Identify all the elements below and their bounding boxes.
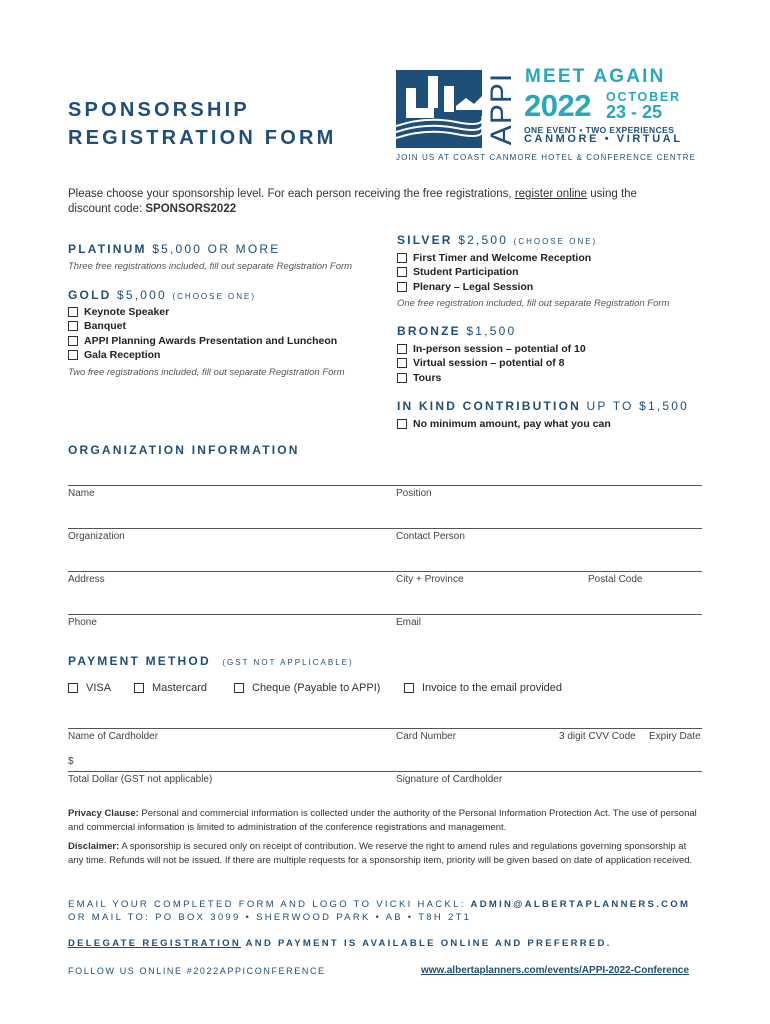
payment-title: PAYMENT METHOD (68, 654, 211, 668)
cardholder-field-label: Name of Cardholder (68, 731, 159, 742)
checkbox[interactable] (68, 350, 78, 360)
silver-options (397, 251, 591, 294)
delegate-rest: AND PAYMENT IS AVAILABLE ONLINE AND PREFERRED. (241, 938, 612, 949)
expiry-field-label: Expiry Date (649, 731, 701, 742)
appi-logo-graphic (396, 70, 496, 148)
option-label: Gala Reception (84, 348, 161, 361)
venue-line: JOIN US AT COAST CANMORE HOTEL & CONFERENCE CENTRE (396, 153, 697, 162)
option-label: Mastercard (152, 682, 208, 694)
register-online-link[interactable]: register online (514, 188, 588, 200)
silver-choose: (CHOOSE ONE) (513, 237, 598, 246)
title-line-1: SPONSORSHIP (68, 99, 250, 121)
phone-field-label: Phone (68, 617, 97, 628)
signature-field-label: Signature of Cardholder (396, 774, 503, 785)
bronze-option-in-person[interactable] (397, 342, 586, 356)
event-dates: 23 - 25 (606, 102, 663, 122)
checkbox[interactable] (397, 344, 407, 354)
disclaimer-label: Disclaimer: (68, 841, 120, 852)
appi-text: APPI (485, 72, 518, 146)
contact-field-label: Contact Person (396, 531, 465, 542)
platinum-note: Three free registrations included, fill out separate Registration Form (68, 261, 353, 272)
name-field-label: Name (68, 488, 95, 499)
option-label: Banquet (84, 320, 126, 333)
org-line-2 (68, 528, 702, 529)
option-label: Virtual session – potential of 8 (413, 357, 565, 370)
option-label: APPI Planning Awards Presentation and Luncheon (84, 334, 338, 347)
gold-name: GOLD (68, 288, 112, 302)
checkbox[interactable] (397, 282, 407, 292)
silver-option-plenary[interactable] (397, 280, 591, 294)
gold-option-awards[interactable] (68, 334, 337, 348)
option-label: VISA (86, 682, 112, 694)
silver-price: $2,500 (458, 233, 509, 247)
pay-option-mastercard[interactable] (134, 682, 207, 694)
privacy-label: Privacy Clause: (68, 808, 139, 819)
admin-email-link[interactable]: ADMIN@ALBERTAPLANNERS.COM (470, 899, 691, 910)
gold-price: $5,000 (117, 288, 167, 302)
checkbox[interactable] (397, 253, 407, 263)
option-label: Tours (413, 371, 442, 384)
dollar-sign: $ (68, 756, 74, 767)
option-label: Keynote Speaker (84, 306, 170, 318)
pay-option-visa[interactable] (68, 682, 111, 694)
email-prefix: EMAIL YOUR COMPLETED FORM AND LOGO TO VICKI HACKL: (68, 899, 471, 910)
meet-again: MEET AGAIN (525, 66, 666, 87)
silver-name: SILVER (397, 233, 453, 247)
org-heading: ORGANIZATION INFORMATION (68, 443, 300, 457)
gold-heading (68, 288, 256, 302)
payment-line-1 (68, 728, 702, 729)
follow-us: FOLLOW US ONLINE #2022APPICONFERENCE (68, 966, 326, 976)
postal-field-label: Postal Code (588, 574, 643, 585)
checkbox[interactable] (397, 373, 407, 383)
checkbox[interactable] (234, 683, 244, 693)
intro-paragraph (68, 187, 638, 217)
option-label: In-person session – potential of 10 (413, 343, 586, 355)
title-line-2: REGISTRATION FORM (68, 127, 337, 149)
bronze-price: $1,500 (466, 324, 517, 338)
pay-option-invoice[interactable] (404, 682, 562, 694)
form-title (68, 96, 336, 152)
checkbox[interactable] (68, 336, 78, 346)
option-label: No minimum amount, pay what you can (413, 418, 611, 430)
inkind-name: IN KIND CONTRIBUTION (397, 399, 581, 413)
one-event-tagline: ONE EVENT • TWO EXPERIENCES (524, 125, 675, 135)
intro-text: Please choose your sponsorship level. For each person receiving the free registrations, (68, 188, 515, 200)
payment-heading (68, 654, 354, 668)
option-label: First Timer and Welcome Reception (413, 252, 592, 264)
checkbox[interactable] (68, 683, 78, 693)
organization-field-label: Organization (68, 531, 125, 542)
disclaimer-text: A sponsorship is secured only on receipt of contribution. We reserve the right to amend rules and regulations governing sponsorship at any time. Refunds will not be issued. If there are multiple requests for a sponsorship item, priority will be given based on date of application received. (68, 841, 693, 866)
silver-note: One free registration included, fill out separate Registration Form (397, 298, 670, 309)
gold-options (68, 305, 337, 362)
appi-vertical-wordmark (482, 58, 522, 158)
intro-text-after: using the discount code: (68, 188, 637, 215)
bronze-option-virtual[interactable] (397, 356, 586, 370)
gold-option-banquet[interactable] (68, 319, 337, 333)
delegate-registration-link[interactable]: DELEGATE REGISTRATION (68, 938, 242, 949)
email-instructions (68, 899, 690, 910)
silver-option-first-timer[interactable] (397, 251, 591, 265)
privacy-clause (68, 807, 704, 835)
gold-choose: (CHOOSE ONE) (172, 292, 257, 301)
event-year: 2022 (524, 88, 591, 123)
org-line-1 (68, 485, 702, 486)
bronze-heading (397, 324, 516, 338)
checkbox[interactable] (68, 321, 78, 331)
silver-option-student[interactable] (397, 265, 591, 279)
event-month: OCTOBER (606, 90, 681, 104)
checkbox[interactable] (404, 683, 414, 693)
option-label: Plenary – Legal Session (413, 280, 534, 293)
checkbox[interactable] (397, 267, 407, 277)
payment-line-2 (68, 771, 702, 772)
gold-option-keynote[interactable] (68, 305, 337, 319)
platinum-name: PLATINUM (68, 242, 147, 256)
option-label: Cheque (Payable to APPI) (252, 682, 381, 694)
option-label: Student Participation (413, 266, 519, 279)
option-label: Invoice to the email provided (422, 682, 563, 694)
total-field-label: Total Dollar (GST not applicable) (68, 774, 213, 785)
inkind-heading (397, 399, 689, 413)
platinum-heading (68, 242, 280, 256)
disclaimer (68, 840, 704, 868)
position-field-label: Position (396, 488, 432, 499)
bronze-option-tours[interactable] (397, 371, 586, 385)
card-number-field-label: Card Number (396, 731, 457, 742)
gold-option-gala[interactable] (68, 348, 337, 362)
org-line-4 (68, 614, 702, 615)
inkind-options (397, 417, 611, 431)
silver-heading (397, 233, 597, 247)
cvv-field-label: 3 digit CVV Code (559, 731, 636, 742)
platinum-price: $5,000 OR MORE (152, 242, 281, 256)
discount-code: SPONSORS2022 (145, 203, 237, 215)
conference-url-link[interactable]: www.albertaplanners.com/events/APPI-2022-Conference (421, 965, 690, 976)
gst-note: (GST NOT APPLICABLE) (222, 658, 354, 667)
email-field-label: Email (396, 617, 422, 628)
canmore-virtual-tagline: CANMORE • VIRTUAL (524, 133, 683, 145)
pay-option-cheque[interactable] (234, 682, 380, 694)
inkind-option[interactable] (397, 417, 611, 431)
bronze-name: BRONZE (397, 324, 461, 338)
bronze-options (397, 342, 586, 385)
privacy-text: Personal and commercial information is collected under the authority of the Personal Information Protection Act. The use of personal and commercial information is limited to administration of the conference registrations and management. (68, 808, 697, 833)
address-field-label: Address (68, 574, 105, 585)
city-field-label: City + Province (396, 574, 464, 585)
checkbox[interactable] (397, 419, 407, 429)
delegate-line (68, 938, 612, 949)
checkbox[interactable] (68, 307, 78, 317)
inkind-price: UP TO $1,500 (586, 399, 690, 413)
checkbox[interactable] (397, 358, 407, 368)
checkbox[interactable] (134, 683, 144, 693)
gold-note: Two free registrations included, fill out separate Registration Form (68, 367, 345, 378)
org-line-3 (68, 571, 702, 572)
appi-logo (396, 70, 496, 148)
mail-instructions: OR MAIL TO: PO BOX 3099 • SHERWOOD PARK • AB • T8H 2T1 (68, 912, 472, 923)
